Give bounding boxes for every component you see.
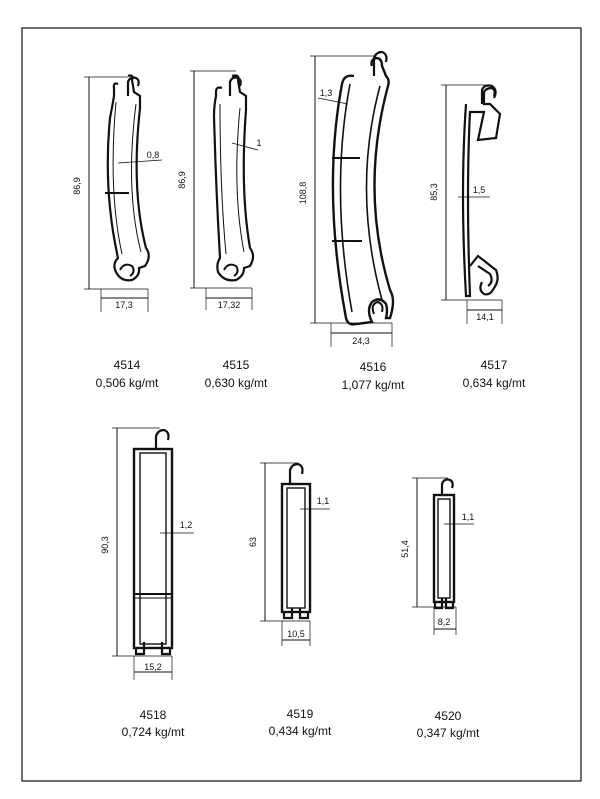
profile-4519-width-label: 10,5 [287, 629, 305, 639]
profile-4517-width-label: 14,1 [476, 312, 494, 322]
profile-4516-height-label: 108,8 [298, 181, 308, 205]
profile-4519-code: 4519 [286, 707, 314, 721]
profile-4516-curve-inner [340, 84, 352, 312]
profile-4520-width-label: 8,2 [437, 617, 451, 627]
profile-4516 [298, 52, 393, 347]
profile-4520-outer [434, 495, 454, 602]
profile-4514-curve-inner [113, 102, 122, 254]
profile-4517-code: 4517 [480, 358, 508, 372]
profile-4518-wall-label: 1,2 [179, 520, 193, 530]
profile-4520 [400, 478, 474, 635]
profile-4515-height-label: 86,9 [177, 171, 187, 189]
profile-4520-code: 4520 [434, 709, 462, 723]
profile-4518-height-label: 90,3 [100, 536, 110, 554]
profile-4519-weight: 0,434 kg/mt [268, 724, 332, 738]
profile-4518 [100, 428, 194, 680]
profile-4519 [248, 463, 330, 646]
profile-4514-code: 4514 [113, 358, 141, 372]
profile-4515-weight: 0,630 kg/mt [204, 376, 268, 390]
profile-4515-curve-inner [220, 104, 226, 254]
profile-4514-width-label: 17,3 [115, 300, 133, 310]
profile-4514-wall-label: 0,8 [146, 150, 160, 160]
profile-4514-outline [108, 76, 149, 281]
profile-4516-wall-label: 1,3 [319, 88, 333, 98]
profile-4517-wall-label: 1,5 [472, 185, 486, 195]
profile-4515-width-label: 17,32 [217, 300, 241, 310]
profile-4516-weight: 1,077 kg/mt [341, 378, 405, 392]
profile-4517-height-label: 85,3 [429, 183, 439, 201]
profile-4520-inner [438, 499, 450, 598]
sheet-border [22, 28, 581, 781]
profile-4520-weight: 0,347 kg/mt [416, 726, 480, 740]
profile-4516-width-label: 24,3 [352, 336, 370, 346]
profile-4516-wall-leader [318, 98, 348, 104]
profile-4515-wall-label: 1 [256, 138, 262, 148]
profile-4517-weight: 0,634 kg/mt [462, 376, 526, 390]
profile-4518-width-label: 15,2 [144, 662, 162, 672]
profile-4518-code: 4518 [139, 708, 167, 722]
profile-4514-weight: 0,506 kg/mt [95, 376, 159, 390]
profile-4515 [177, 71, 262, 310]
profile-4519-inner [287, 488, 305, 608]
profile-4516-foot [373, 302, 383, 314]
profile-4517 [429, 85, 502, 324]
profile-4519-wall-label: 1,1 [316, 496, 330, 506]
profile-4518-weight: 0,724 kg/mt [121, 725, 185, 739]
profile-4519-height-label: 63 [248, 536, 258, 548]
profile-4517-lower [470, 256, 498, 294]
profile-4514 [72, 76, 162, 313]
profile-4516-code: 4516 [359, 360, 387, 374]
profile-4518-inner [140, 453, 166, 644]
profile-4520-height-label: 51,4 [400, 540, 410, 558]
profile-4518-hook [156, 430, 169, 449]
profile-4520-hook [442, 480, 453, 496]
profile-4519-hook [290, 464, 303, 484]
profile-4515-code: 4515 [222, 358, 250, 372]
profile-4516-outline [333, 58, 393, 324]
profile-4514-height-label: 86,9 [72, 177, 82, 195]
profile-4514-foot [120, 265, 134, 276]
profile-4515-foot [224, 265, 238, 276]
profile-4514-wall-leader [118, 160, 162, 163]
profile-4519-outer [282, 484, 310, 612]
profile-4520-wall-label: 1,1 [461, 512, 475, 522]
